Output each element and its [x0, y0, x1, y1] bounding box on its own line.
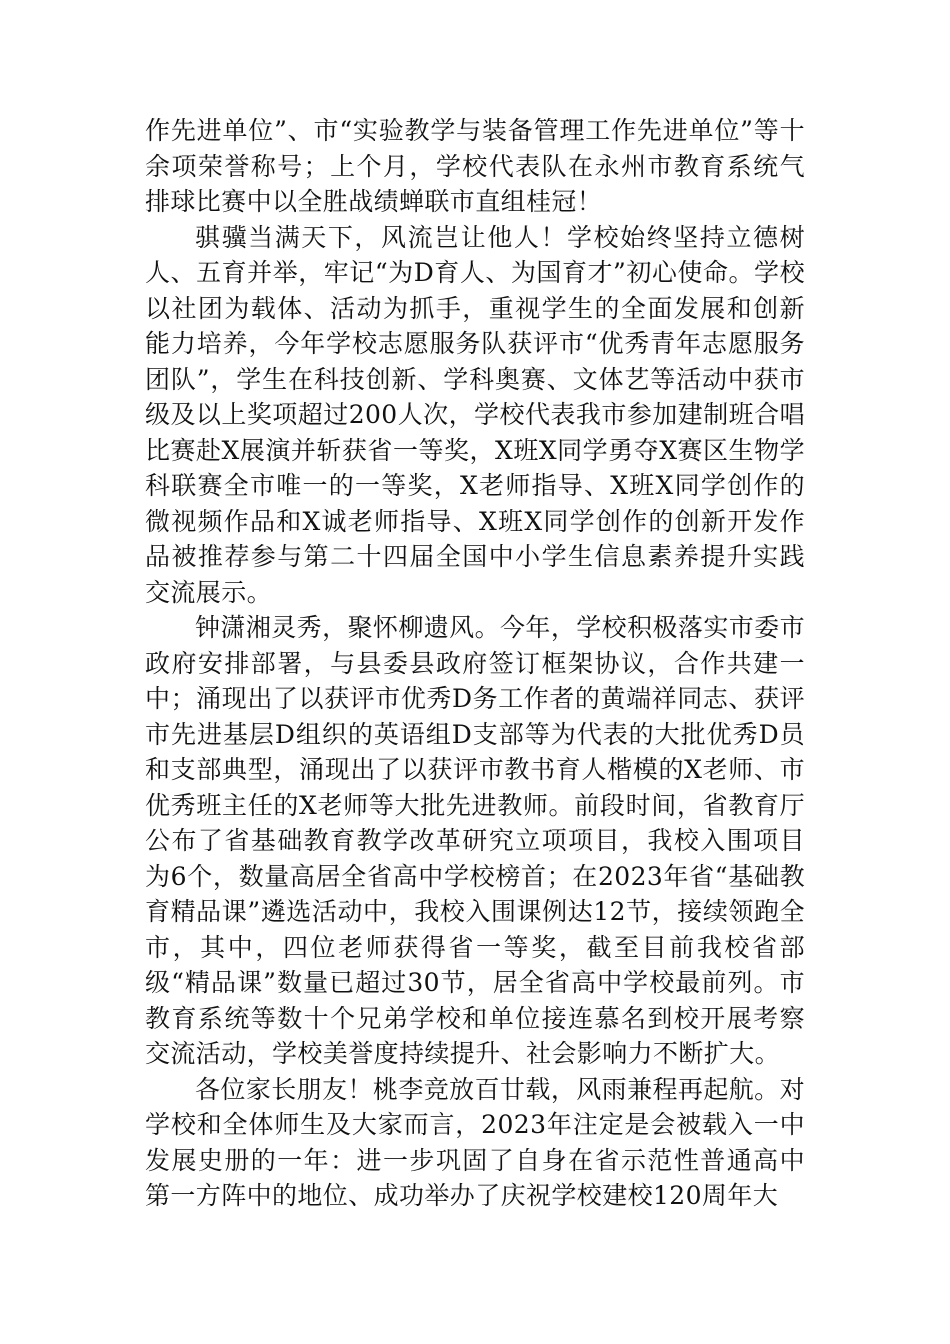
paragraph-continuation: 作先进单位”、市“实验教学与装备管理工作先进单位”等十余项荣誉称号；上个月，学校代表队在永州市教育系统气排球比赛中以全胜战绩蝉联市直组桂冠！ [145, 116, 805, 216]
paragraph-student-achievements: 骐骥当满天下，风流岂让他人！学校始终坚持立德树人、五育并举，牢记“为D育人、为国育才”初心使命。学校以社团为载体、活动为抓手，重视学生的全面发展和创新能力培养，今年学校志愿服务队获评市“优秀青年志愿服务团队”，学生在科技创新、学科奥赛、文体艺等活动中获市级及以上奖项超过200人次，学校代表我市参加建制班合唱比赛赴X展演并斩获省一等奖，X班X同学勇夺X赛区生物学科联赛全市唯一的一等奖，X老师指导、X班X同学创作的微视频作品和X诚老师指导、X班X同学创作的创新开发作品被推荐参与第二十四届全国中小学生信息素养提升实践交流展示。 [145, 222, 805, 607]
paragraph-school-honors: 钟潇湘灵秀，聚怀柳遗风。今年，学校积极落实市委市政府安排部署，与县委县政府签订框架协议，合作共建一中；涌现出了以获评市优秀D务工作者的黄端祥同志、获评市先进基层D组织的英语组D支部等为代表的大批优秀D员和支部典型，涌现出了以获评市教书育人楷模的X老师、市优秀班主任的X老师等大批先进教师。前段时间，省教育厅公布了省基础教育教学改革研究立项项目，我校入围项目为6个，数量高居全省高中学校榜首；在2023年省“基础教育精品课”遴选活动中，我校入围课例达12节，接续领跑全市，其中，四位老师获得省一等奖，截至目前我校省部级“精品课”数量已超过30节，居全省高中学校最前列。市教育系统等数十个兄弟学校和单位接连慕名到校开展考察交流活动，学校美誉度持续提升、社会影响力不断扩大。 [145, 613, 805, 1068]
document-body [145, 113, 805, 1214]
paragraph-address-to-parents: 各位家长朋友！桃李竞放百廿载，风雨兼程再起航。对学校和全体师生及大家而言，2023年注定是会被载入一中发展史册的一年：进一步巩固了自身在省示范性普通高中第一方阵中的地位、成功举办了庆祝学校建校120周年大 [145, 1074, 805, 1210]
